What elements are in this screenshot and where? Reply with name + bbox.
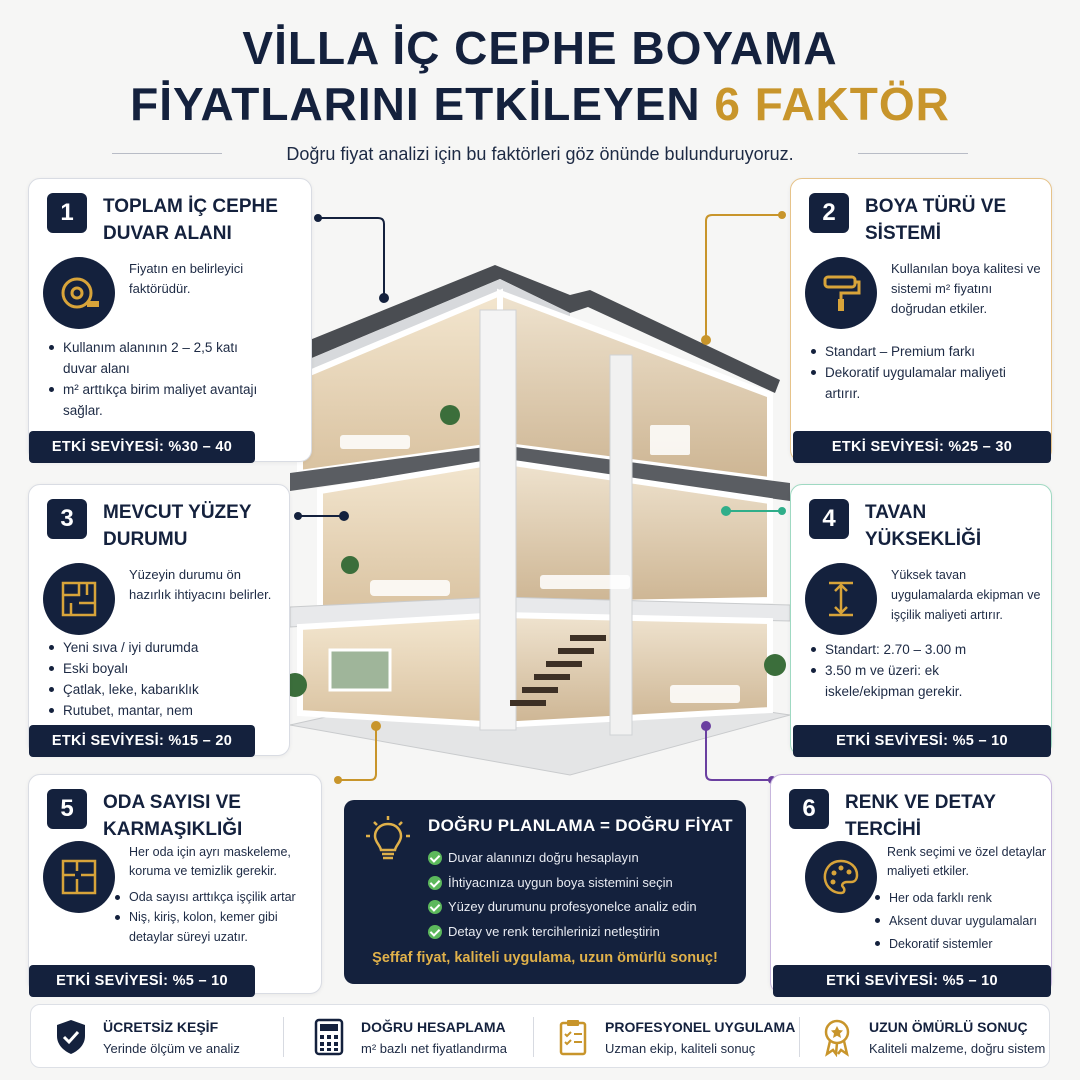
factor-description: Yüksek tavan uygulamalarda ekipman ve işçilik maliyeti artırır. — [891, 568, 1041, 622]
impact-badge: ETKİ SEVİYESİ: %5 – 10 — [793, 725, 1051, 757]
factor-card-4 — [790, 484, 1052, 756]
factor-bullets — [875, 887, 1051, 956]
features-strip — [30, 1004, 1050, 1068]
title-line-2 — [0, 76, 1080, 132]
summary-box — [344, 800, 746, 984]
impact-badge: ETKİ SEVİYESİ: %25 – 30 — [793, 431, 1051, 463]
impact-badge: ETKİ SEVİYESİ: %30 – 40 — [29, 431, 255, 463]
subtitle: Doğru fiyat analizi için bu faktörleri göz önünde bulunduruyoruz. — [286, 144, 794, 164]
list-item — [428, 920, 697, 945]
page-title — [0, 20, 1080, 132]
check-icon — [428, 925, 442, 939]
check-icon — [428, 876, 442, 890]
height-arrow-icon — [805, 563, 877, 635]
factor-number: 1 — [47, 193, 87, 233]
title-line-2-main: FİYATLARINI ETKİLEYEN — [130, 78, 701, 130]
feature-free-inspection — [51, 1005, 281, 1069]
check-icon — [428, 851, 442, 865]
list-item: Rutubet, mantar, nem — [49, 700, 269, 721]
list-item: Dekoratif uygulamalar maliyeti artırır. — [811, 362, 1031, 404]
list-item: Kullanım alanının 2 – 2,5 katı duvar alanı — [49, 337, 269, 379]
factor-description: Yüzeyin durumu ön hazırlık ihtiyacını belirler. — [129, 567, 272, 602]
calculator-icon — [309, 1017, 349, 1057]
title-line-1: VİLLA İÇ CEPHE BOYAMA — [242, 22, 838, 74]
list-item — [428, 846, 697, 871]
factor-card-1 — [28, 178, 312, 462]
floor-plan-icon — [43, 841, 115, 913]
feature-subtitle: Kaliteli malzeme, doğru sistem — [869, 1041, 1046, 1056]
list-item: Eski boyalı — [49, 658, 269, 679]
factor-card-5 — [28, 774, 322, 994]
list-item: Standart – Premium farkı — [811, 341, 1031, 362]
factor-number: 2 — [809, 193, 849, 233]
feature-subtitle: Yerinde ölçüm ve analiz — [103, 1041, 240, 1056]
factor-title: MEVCUT YÜZEY DURUMU — [103, 502, 252, 550]
factor-number: 3 — [47, 499, 87, 539]
feature-title: PROFESYONEL UYGULAMA — [605, 1019, 796, 1035]
feature-subtitle: Uzman ekip, kaliteli sonuç — [605, 1041, 756, 1056]
villa-cutaway-illustration — [270, 255, 800, 785]
factor-description: Her oda için ayrı maskeleme, koruma ve temizlik gerekir. — [129, 845, 291, 878]
feature-professional-application — [553, 1005, 796, 1069]
factor-title: BOYA TÜRÜ VE SİSTEMİ — [865, 196, 1007, 244]
feature-accurate-calculation — [309, 1005, 539, 1069]
factor-bullets — [49, 637, 269, 721]
factor-bullets — [811, 639, 1031, 702]
divider — [283, 1017, 284, 1057]
divider — [799, 1017, 800, 1057]
factor-bullets — [115, 887, 321, 947]
paint-roller-icon — [805, 257, 877, 329]
divider — [533, 1017, 534, 1057]
factor-number: 6 — [789, 789, 829, 829]
factor-number: 5 — [47, 789, 87, 829]
award-ribbon-icon — [817, 1017, 857, 1057]
list-item: Aksent duvar uygulamaları — [875, 910, 1051, 933]
list-item: Niş, kiriş, kolon, kemer gibi detaylar süreyi uzatır. — [115, 907, 321, 947]
factor-card-2 — [790, 178, 1052, 462]
summary-footer: Şeffaf fiyat, kaliteli uygulama, uzun ömürlü sonuç! — [372, 950, 718, 966]
factor-card-6 — [770, 774, 1052, 994]
list-item: Çatlak, leke, kabarıklık — [49, 679, 269, 700]
factor-number: 4 — [809, 499, 849, 539]
feature-long-lasting-result — [817, 1005, 1047, 1069]
shield-check-icon — [51, 1017, 91, 1057]
list-item-label: Yüzey durumunu profesyonelce analiz edin — [448, 899, 697, 914]
summary-title: DOĞRU PLANLAMA = DOĞRU FİYAT — [428, 816, 733, 835]
list-item: 3.50 m ve üzeri: ek iskele/ekipman gerekir. — [811, 660, 1031, 702]
feature-title: ÜCRETSİZ KEŞİF — [103, 1019, 219, 1035]
factor-title: ODA SAYISI VE KARMAŞIKLIĞI — [103, 792, 243, 840]
list-item: Standart: 2.70 – 3.00 m — [811, 639, 1031, 660]
list-item: m² arttıkça birim maliyet avantajı sağlar. — [49, 379, 269, 421]
list-item-label: Duvar alanınızı doğru hesaplayın — [448, 850, 639, 865]
list-item: Oda sayısı arttıkça işçilik artar — [115, 887, 321, 907]
factor-bullets — [49, 337, 269, 421]
factor-card-3 — [28, 484, 290, 756]
list-item-label: İhtiyacınıza uygun boya sistemini seçin — [448, 874, 673, 890]
impact-badge: ETKİ SEVİYESİ: %5 – 10 — [29, 965, 255, 997]
tape-measure-icon — [43, 257, 115, 329]
list-item: Her oda farklı renk — [875, 887, 1051, 910]
feature-title: DOĞRU HESAPLAMA — [361, 1019, 506, 1035]
factor-description: Renk seçimi ve özel detaylar maliyeti etkiler. — [887, 845, 1047, 878]
wall-surface-icon — [43, 563, 115, 635]
list-item-label: Detay ve renk tercihlerinizi netleştirin — [448, 923, 660, 939]
check-icon — [428, 900, 442, 914]
factor-bullets — [811, 341, 1031, 404]
clipboard-icon — [553, 1017, 593, 1057]
factor-title: RENK VE DETAY TERCİHİ — [845, 792, 996, 840]
factor-description: Fiyatın en belirleyici faktörüdür. — [129, 261, 244, 296]
list-item — [428, 871, 697, 896]
summary-checklist — [428, 846, 697, 944]
lightbulb-icon — [364, 814, 412, 866]
title-accent: 6 FAKTÖR — [714, 78, 950, 130]
list-item — [428, 895, 697, 920]
list-item: Dekoratif sistemler — [875, 933, 1051, 956]
feature-title: UZUN ÖMÜRLÜ SONUÇ — [869, 1019, 1028, 1035]
impact-badge: ETKİ SEVİYESİ: %15 – 20 — [29, 725, 255, 757]
list-item: Yeni sıva / iyi durumda — [49, 637, 269, 658]
factor-title: TAVAN YÜKSEKLİĞİ — [865, 502, 982, 550]
feature-subtitle: m² bazlı net fiyatlandırma — [361, 1041, 507, 1056]
impact-badge: ETKİ SEVİYESİ: %5 – 10 — [773, 965, 1051, 997]
factor-description: Kullanılan boya kalitesi ve sistemi m² fiyatını doğrudan etkiler. — [891, 261, 1041, 316]
color-palette-icon — [805, 841, 877, 913]
factor-title: TOPLAM İÇ CEPHE DUVAR ALANI — [103, 196, 278, 244]
